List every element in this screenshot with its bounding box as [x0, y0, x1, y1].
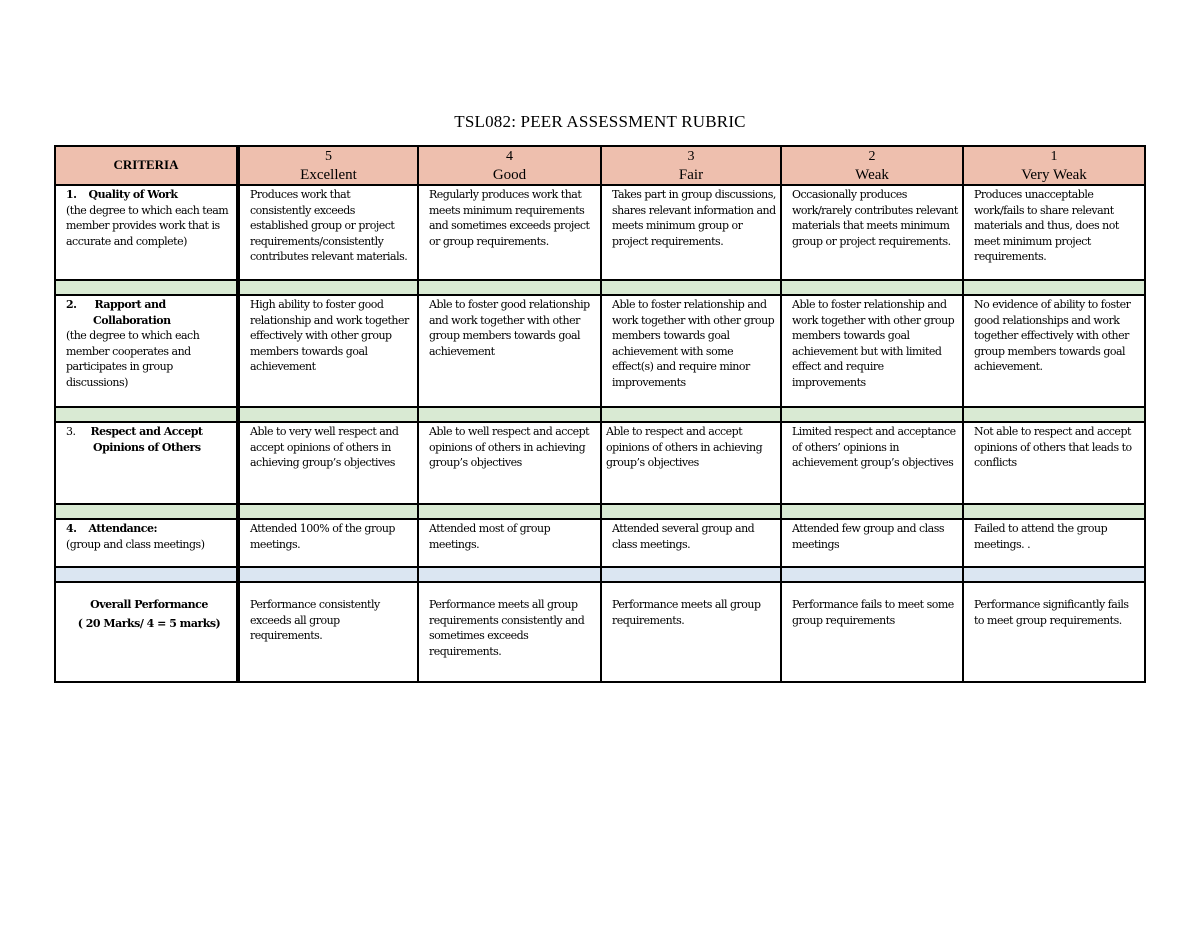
- criteria-cell: 4. Attendance: (group and class meetings): [55, 519, 238, 567]
- score-header-4: 4 Good: [418, 146, 601, 185]
- document-title: TSL082: PEER ASSESSMENT RUBRIC: [454, 112, 746, 131]
- descriptor-cell: Not able to respect and accept opinions of others that leads to conflicts: [963, 422, 1145, 504]
- spacer-row: [55, 504, 1145, 519]
- descriptor-cell: Attended most of group meetings.: [418, 519, 601, 567]
- score-header-1: 1 Very Weak: [963, 146, 1145, 185]
- descriptor-cell: Able to well respect and accept opinions of others in achieving group’s objectives: [418, 422, 601, 504]
- criteria-cell: 1. Quality of Work (the degree to which each team member provides work that is accurate and complete): [55, 185, 238, 280]
- descriptor-cell: Able to very well respect and accept opinions of others in achieving group’s objectives: [238, 422, 418, 504]
- descriptor-cell: Able to foster relationship and work together with other group members towards goal achievement with some effect(s) and require minor improvements: [601, 295, 781, 407]
- descriptor-cell: Regularly produces work that meets minimum requirements and sometimes exceeds project or group requirements.: [418, 185, 601, 280]
- header-row: [55, 146, 1145, 185]
- descriptor-cell: Failed to attend the group meetings. .: [963, 519, 1145, 567]
- descriptor-cell: Performance consistently exceeds all group requirements.: [238, 582, 418, 682]
- spacer-row: [55, 567, 1145, 582]
- descriptor-cell: Attended few group and class meetings: [781, 519, 963, 567]
- descriptor-cell: Able to foster good relationship and work together with other group members towards goal achievement: [418, 295, 601, 407]
- overall-performance-row: [55, 582, 1145, 682]
- descriptor-cell: Performance meets all group requirements.: [601, 582, 781, 682]
- descriptor-cell: Takes part in group discussions, shares relevant information and meets minimum group or project requirements.: [601, 185, 781, 280]
- descriptor-cell: No evidence of ability to foster good relationships and work together effectively with other group members towards goal achievement.: [963, 295, 1145, 407]
- criteria-cell: 3. Respect and Accept Opinions of Others: [55, 422, 238, 504]
- descriptor-cell: Able to foster relationship and work together with other group members towards goal achievement but with limited effect and require improvements: [781, 295, 963, 407]
- descriptor-cell: Produces work that consistently exceeds established group or project requirements/consistently contributes relevant materials.: [238, 185, 418, 280]
- descriptor-cell: High ability to foster good relationship and work together effectively with other group members towards goal achievement: [238, 295, 418, 407]
- overall-criteria-cell: Overall Performance ( 20 Marks/ 4 = 5 marks): [55, 582, 238, 682]
- score-header-3: 3 Fair: [601, 146, 781, 185]
- criteria-row-respect: [55, 422, 1145, 504]
- criteria-row-rapport: [55, 295, 1145, 407]
- criteria-row-quality-of-work: [55, 185, 1145, 280]
- descriptor-cell: Produces unacceptable work/fails to share relevant materials and thus, does not meet minimum project requirements.: [963, 185, 1145, 280]
- descriptor-cell: Able to respect and accept opinions of others in achieving group’s objectives: [601, 422, 781, 504]
- descriptor-cell: Performance fails to meet some group requirements: [781, 582, 963, 682]
- criteria-cell: 2. Rapport and Collaboration (the degree to which each member cooperates and participates in group discussions): [55, 295, 238, 407]
- score-header-5: 5 Excellent: [238, 146, 418, 185]
- descriptor-cell: Limited respect and acceptance of others’ opinions in achievement group’s objectives: [781, 422, 963, 504]
- descriptor-cell: Occasionally produces work/rarely contributes relevant materials that meets minimum group or project requirements.: [781, 185, 963, 280]
- criteria-header: CRITERIA: [55, 146, 238, 185]
- score-header-2: 2 Weak: [781, 146, 963, 185]
- spacer-row: [55, 407, 1145, 422]
- descriptor-cell: Performance significantly fails to meet group requirements.: [963, 582, 1145, 682]
- rubric-table: [54, 145, 1146, 683]
- criteria-row-attendance: [55, 519, 1145, 567]
- descriptor-cell: Attended 100% of the group meetings.: [238, 519, 418, 567]
- spacer-row: [55, 280, 1145, 295]
- descriptor-cell: Performance meets all group requirements consistently and sometimes exceeds requirements.: [418, 582, 601, 682]
- descriptor-cell: Attended several group and class meetings.: [601, 519, 781, 567]
